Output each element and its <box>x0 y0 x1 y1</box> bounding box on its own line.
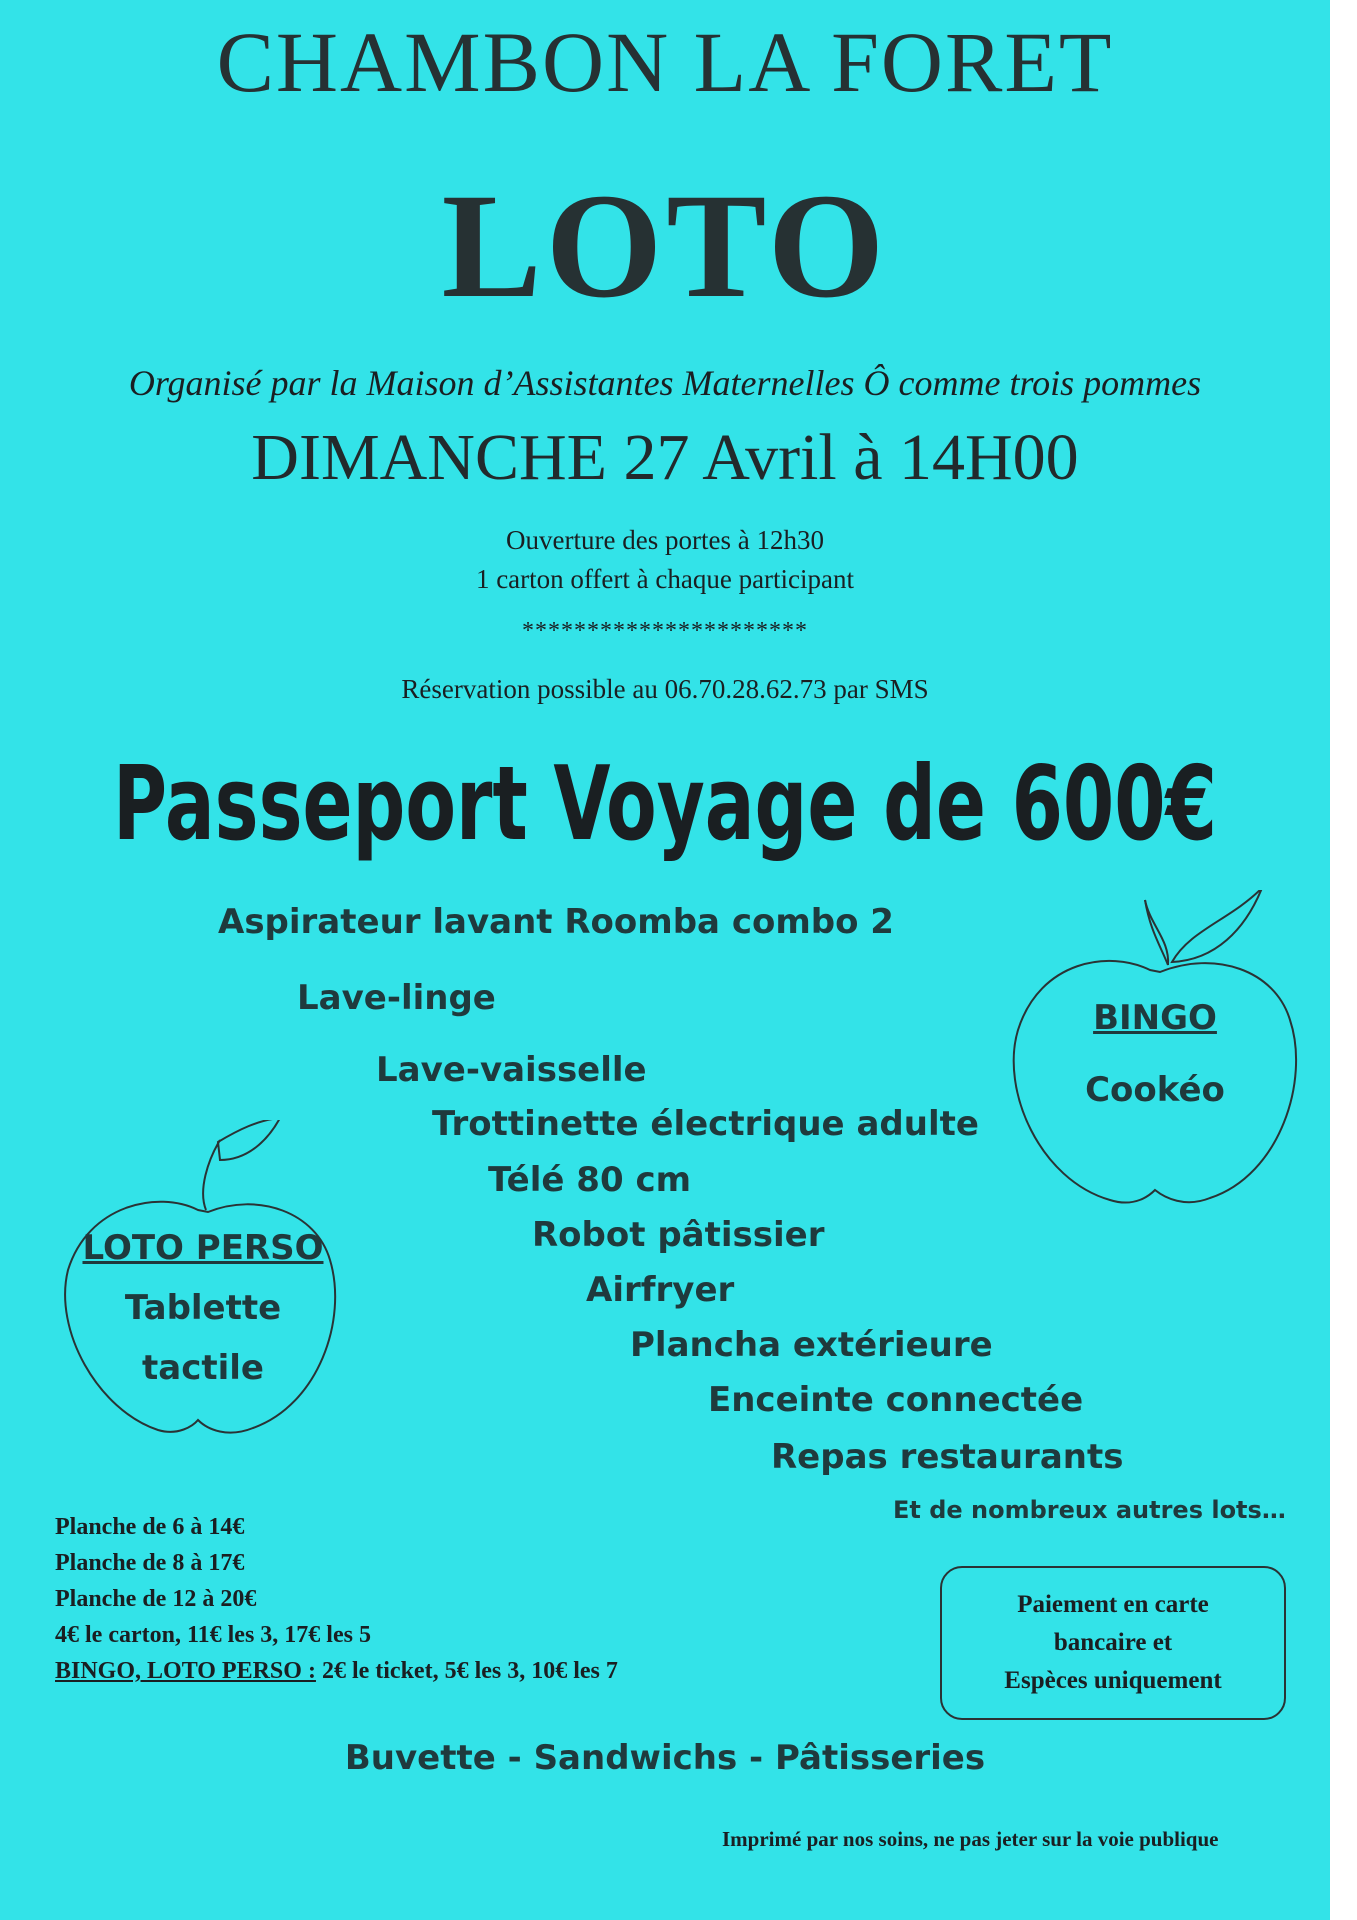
pricing-bingo-value: 2€ le ticket, 5€ les 3, 10€ les 7 <box>315 1658 618 1684</box>
loto-perso-apple <box>58 1120 348 1440</box>
prize-item: Repas restaurants <box>771 1437 1124 1477</box>
prize-item: Télé 80 cm <box>488 1160 692 1200</box>
bingo-title: BINGO <box>1093 998 1217 1038</box>
payment-box <box>940 1566 1286 1720</box>
footer-note: Imprimé par nos soins, ne pas jeter sur la voie publique <box>722 1827 1219 1851</box>
loto-perso-prize-line1: Tablette <box>124 1288 282 1328</box>
prize-item: Robot pâtissier <box>532 1215 825 1255</box>
event-date: DIMANCHE 27 Avril à 14H00 <box>251 421 1079 494</box>
prize-item: Enceinte connectée <box>708 1380 1084 1420</box>
loto-perso-title: LOTO PERSO <box>82 1228 324 1268</box>
more-prizes-note: Et de nombreux autres lots… <box>893 1496 1286 1524</box>
prize-item: Aspirateur lavant Roomba combo 2 <box>218 902 894 942</box>
prize-item: Plancha extérieure <box>630 1325 993 1365</box>
payment-line: bancaire et <box>1053 1629 1173 1656</box>
apple-outline-icon <box>1000 890 1310 1220</box>
loto-perso-prize-line2: tactile <box>142 1348 264 1388</box>
event-title: LOTO <box>441 163 889 329</box>
pricing-line: 4€ le carton, 11€ les 3, 17€ les 5 <box>55 1622 371 1648</box>
pricing-line <box>55 1658 618 1685</box>
town-title: CHAMBON LA FORET <box>216 14 1114 110</box>
prize-item: Trottinette électrique adulte <box>432 1104 979 1144</box>
pricing-line: Planche de 6 à 14€ <box>55 1514 245 1540</box>
payment-line: Paiement en carte <box>1017 1591 1209 1618</box>
prize-item: Airfryer <box>586 1270 735 1310</box>
star-separator: ********************** <box>522 618 808 644</box>
pricing-line: Planche de 12 à 20€ <box>55 1586 257 1612</box>
main-prize-headline: Passeport Voyage de 600€ <box>113 745 1217 864</box>
reservation-info: Réservation possible au 06.70.28.62.73 par SMS <box>401 674 929 704</box>
payment-line: Espèces uniquement <box>1004 1667 1222 1694</box>
organizer-line: Organisé par la Maison d’Assistantes Maternelles Ô comme trois pommes <box>128 363 1202 403</box>
prize-item: Lave-linge <box>297 978 496 1018</box>
doors-opening: Ouverture des portes à 12h30 <box>506 525 824 555</box>
free-card-note: 1 carton offert à chaque participant <box>475 564 855 594</box>
refreshments-line: Buvette - Sandwichs - Pâtisseries <box>344 1738 986 1778</box>
bingo-prize: Cookéo <box>1085 1070 1225 1110</box>
prize-item: Lave-vaisselle <box>376 1050 647 1090</box>
pricing-bingo-label: BINGO, LOTO PERSO : <box>55 1658 316 1684</box>
bingo-apple <box>1000 890 1310 1220</box>
pricing-line: Planche de 8 à 17€ <box>55 1550 245 1576</box>
